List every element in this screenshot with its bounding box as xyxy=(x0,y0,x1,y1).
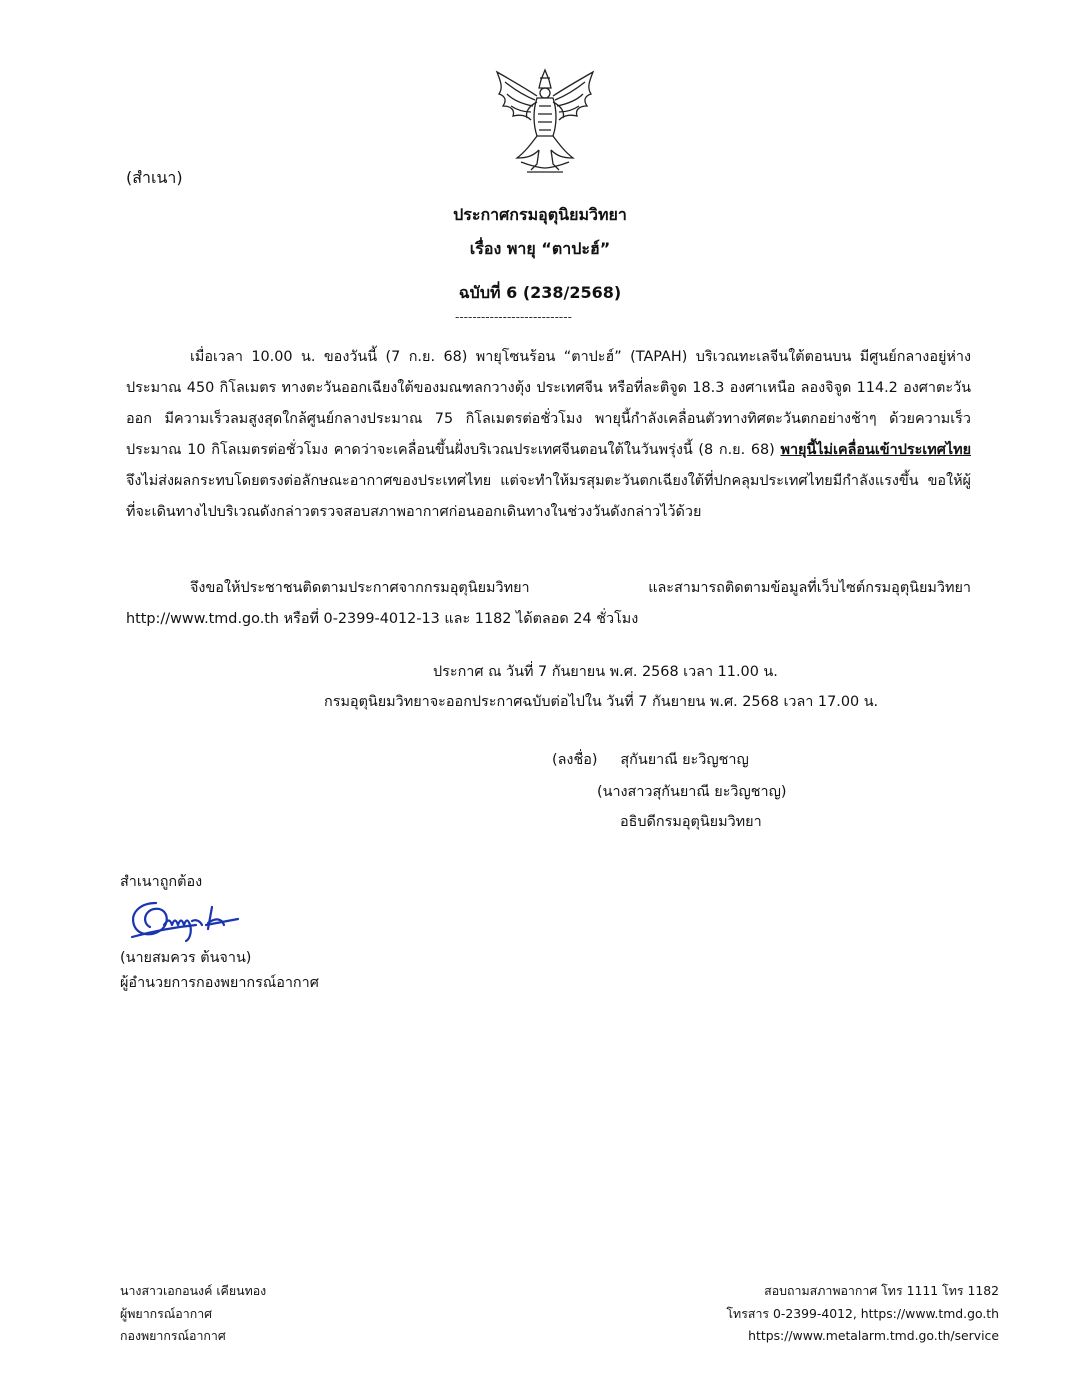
certifier-name: (นายสมควร ต้นจาน) xyxy=(120,950,252,966)
footer-left-line: นางสาวเอกอนงค์ เคียนทอง xyxy=(120,1283,267,1298)
signed-line: (ลงชื่อ) สุกันยาณี ยะวิญชาญ xyxy=(552,752,749,768)
announcement-next: กรมอุตุนิยมวิทยาจะออกประกาศฉบับต่อไปใน วันที่ 7 กันยายน พ.ศ. 2568 เวลา 17.00 น. xyxy=(324,694,879,710)
body-paragraph-2 xyxy=(126,573,971,635)
footer-right xyxy=(726,1280,999,1348)
paragraph-1-emphasis: พายุนี้ไม่เคลื่อนเข้าประเทศไทย xyxy=(780,442,971,458)
announcement-issued: ประกาศ ณ วันที่ 7 กันยายน พ.ศ. 2568 เวลา 11.00 น. xyxy=(433,664,778,680)
document-title: ประกาศกรมอุตุนิยมวิทยา xyxy=(453,205,627,224)
footer-right-line: โทรสาร 0-2399-4012, https://www.tmd.go.th xyxy=(726,1305,999,1321)
paragraph-1-tail: จึงไม่ส่งผลกระทบโดยตรงต่อลักษณะอากาศของประเทศไทย แต่จะทำให้มรสุมตะวันตกเฉียงใต้ที่ปกคลุมประเทศไทยมีกำลังแรงขึ้น ขอให้ผู้ที่จะเดินทางไปบริเวณดังกล่าวตรวจสอบสภาพอากาศก่อนออกเดินทางในช่วงวันดังกล่าวไว้ด้วย xyxy=(126,473,971,520)
footer-right-line: สอบถามสภาพอากาศ โทร 1111 โทร 1182 xyxy=(764,1283,999,1298)
title-divider: --------------------------- xyxy=(455,310,572,324)
certifier-position: ผู้อำนวยการกองพยากรณ์อากาศ xyxy=(120,975,319,991)
copy-mark: (สำเนา) xyxy=(126,168,183,187)
footer-left xyxy=(120,1280,266,1348)
document-subject: เรื่อง พายุ “ตาปะฮ์” xyxy=(469,239,611,258)
footer-left-line: ผู้พยากรณ์อากาศ xyxy=(120,1305,213,1321)
signatory-full-name: (นางสาวสุกันยาณี ยะวิญชาญ) xyxy=(597,784,787,800)
footer-left-line: กองพยากรณ์อากาศ xyxy=(120,1328,226,1344)
footer-right-line: https://www.metalarm.tmd.go.th/service xyxy=(748,1328,999,1344)
certification-label: สำเนาถูกต้อง xyxy=(120,874,203,890)
paragraph-2-text: จึงขอให้ประชาชนติดตามประกาศจากกรมอุตุนิยมวิทยา และสามารถติดตามข้อมูลที่เว็บไซต์กรมอุตุนิยมวิทยา http://www.tmd.go.th หรือที่ 0-2399-4012-13 และ 1182 ได้ตลอด 24 ชั่วโมง xyxy=(126,580,971,627)
body-paragraph-1 xyxy=(126,342,971,528)
garuda-emblem-icon xyxy=(491,66,599,176)
signatory-position: อธิบดีกรมอุตุนิยมวิทยา xyxy=(620,814,762,830)
document-issue-number: ฉบับที่ 6 (238/2568) xyxy=(458,283,622,302)
paragraph-1-lead: เมื่อเวลา 10.00 น. ของวันนี้ (7 ก.ย. 68) พายุโซนร้อน “ตาปะฮ์” (TAPAH) บริเวณทะเลจีนใต้ตอนบน มีศูนย์กลางอยู่ห่างประมาณ 450 กิโลเมตร ทางตะวันออกเฉียงใต้ของมณฑลกวางตุ้ง ประเทศจีน หรือที่ละติจูด 18.3 องศาเหนือ ลองจิจูด 114.2 องศาตะวันออก มีความเร็วลมสูงสุดใกล้ศูนย์กลางประมาณ 75 กิโลเมตรต่อชั่วโมง พายุนี้กำลังเคลื่อนตัวทางทิศตะวันตกอย่างช้าๆ ด้วยความเร็วประมาณ 10 กิโลเมตรต่อชั่วโมง คาดว่าจะเคลื่อนขึ้นฝั่งบริเวณประเทศจีนตอนใต้ในวันพรุ่งนี้ (8 ก.ย. 68) xyxy=(126,349,971,458)
handwritten-signature xyxy=(126,897,242,943)
